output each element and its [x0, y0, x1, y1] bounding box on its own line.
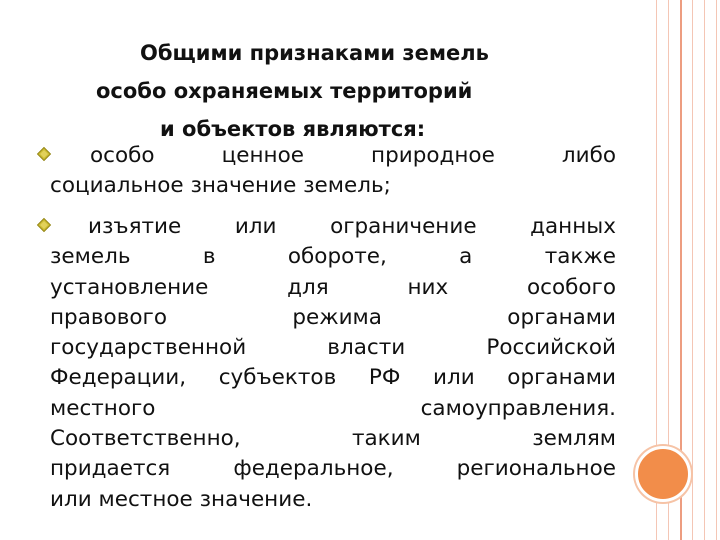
bullet-2-line: государственной власти Российской [50, 335, 616, 361]
title-line-3: и объектов являются: [160, 117, 426, 141]
bullet-2-line: Соответственно, таким землям [50, 426, 616, 452]
bullet-2-line: изъятие или ограничение данных [88, 214, 616, 239]
bullet-2-line: придается федеральное, региональное [50, 456, 616, 482]
title-line-2: особо охраняемых территорий [96, 79, 473, 103]
bullet-2-line: правового режима органами [50, 304, 616, 330]
bullet-1-line: особо ценное природное либо [90, 143, 616, 168]
bullet-2-line: или местное значение. [50, 486, 313, 512]
diamond-bullet-icon [36, 146, 52, 162]
bullet-2-line: местного самоуправления. [50, 395, 616, 421]
bullet-2-line: Федерации, субъектов РФ или органами [50, 365, 616, 391]
bullet-2-line: земель в обороте, а также [50, 244, 616, 270]
bullet-item-1 [36, 141, 616, 202]
bullet-2-line: установление для них особого [50, 274, 616, 300]
slide-title [40, 34, 600, 148]
bullet-1-line: социальное значение земель; [50, 173, 391, 199]
decorative-circle [635, 446, 691, 502]
diamond-bullet-icon [36, 217, 52, 233]
bullet-item-2 [36, 212, 616, 515]
title-line-1: Общими признаками земель [140, 41, 489, 65]
